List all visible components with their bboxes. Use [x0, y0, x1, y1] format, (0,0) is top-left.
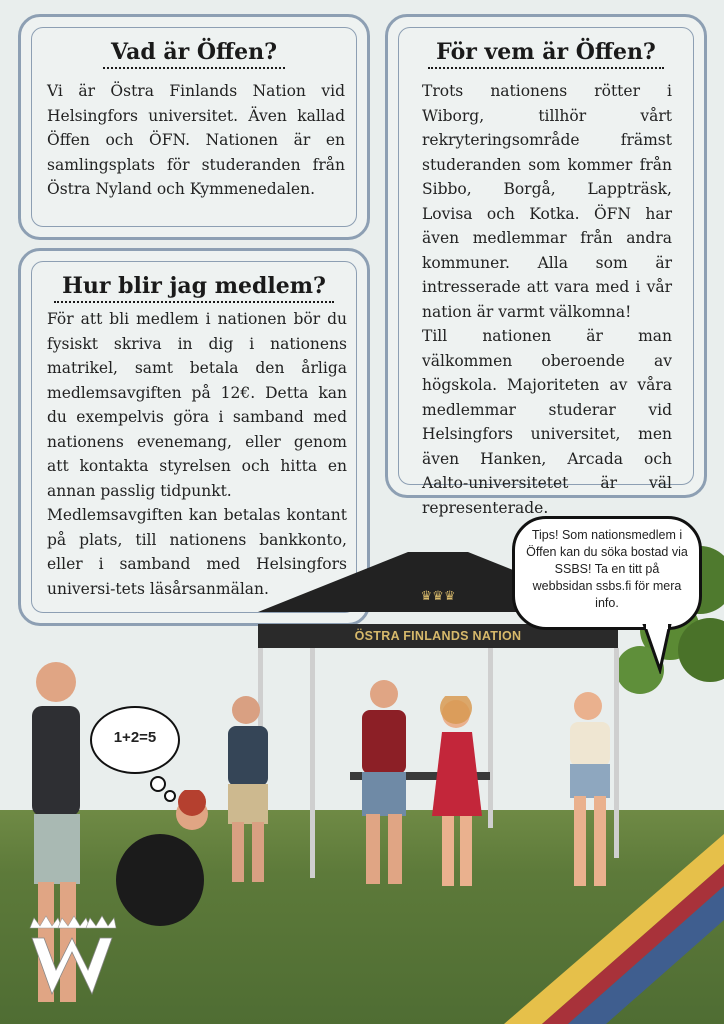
info-box-who [385, 14, 707, 517]
thought-dot [150, 776, 166, 792]
svg-text:♛♛♛: ♛♛♛ [420, 588, 456, 603]
thought-bubble: 1+2=5 [90, 706, 180, 774]
tent-banner: ÖSTRA FINLANDS NATION [258, 624, 618, 648]
person-kneeling [110, 790, 210, 930]
box-title-who: För vem är Öffen? [388, 39, 704, 65]
box-title-membership: Hur blir jag medlem? [21, 273, 367, 299]
person-red-shirt [334, 678, 430, 894]
person-red-dress [424, 696, 494, 896]
box-title-what: Vad är Öffen? [21, 39, 367, 65]
tent-pole [310, 648, 315, 878]
person-center-left [216, 692, 296, 892]
flag-stripes [494, 824, 724, 1024]
speech-bubble-tip: Tips! Som nationsmedlem i Öffen kan du söka bostad via SSBS! Ta en titt på webbsidan ssbs.fi för mera info. [512, 516, 702, 630]
box-text-what: Vi är Östra Finlands Nation vid Helsingfors universitet. Även kallad Öffen och ÖFN. Nationen är en samlingsplats för studeranden från Östra Nyland och Kymmenedalen. [47, 82, 345, 198]
paragraph: För att bli medlem i nationen bör du fysiskt skriva in dig i nationens matrikel, samt betala den årliga medlemsavgiften på 12€. Detta kan du exempelvis göra i samband med nationens evenemang, eller genom att kontakta styrelsen och hitta en annan passlig tidpunkt. [47, 310, 347, 500]
thought-dot [164, 790, 176, 802]
paragraph: Medlemsavgiften kan betalas kontant på plats, till nationens bankkonto, eller i samband med Helsingfors universi-tets läsårsanmälan. [47, 506, 347, 598]
nation-logo [26, 908, 118, 998]
paragraph: Till nationen är man välkommen oberoende av högskola. Majoriteten av våra medlemmar studerar vid Helsingfors universitet, men även Hanken, Arcada och Aalto-universitetet är väl representerade. [422, 327, 672, 517]
box-text-who [422, 79, 672, 520]
speech-bubble-tail [640, 624, 680, 674]
paragraph: Trots nationens rötter i Wiborg, tillhör vårt rekryteringsområde främst studeranden som kommer från Sibbo, Borgå, Lappträsk, Lovisa och Kotka. ÖFN har även medlemmar från andra kommuner. Alla som är intresserade att vara med i vår nation är varmt välkomna! [422, 82, 672, 321]
info-box-what [18, 14, 370, 240]
